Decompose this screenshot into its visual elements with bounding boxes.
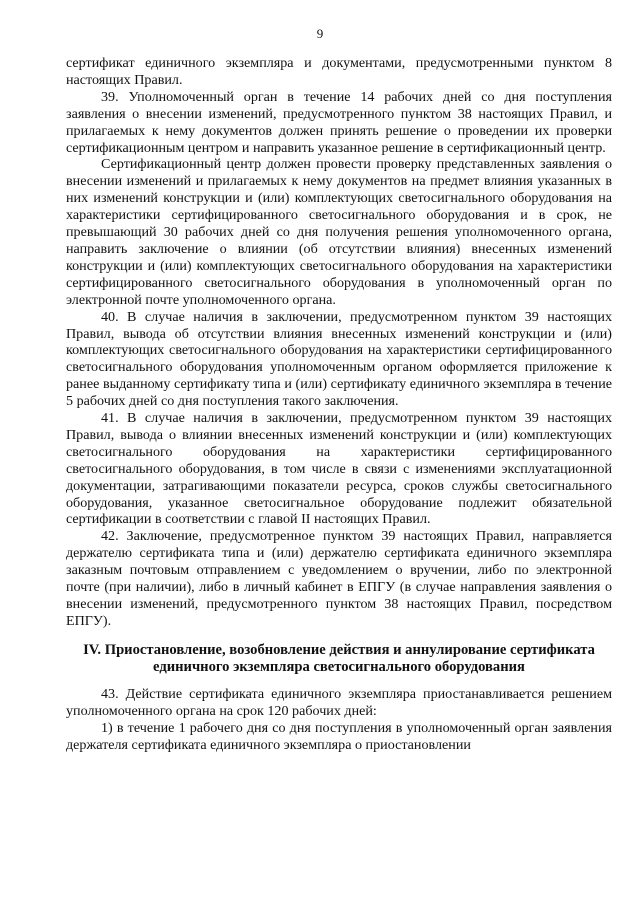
paragraph-39-certification-center: Сертификационный центр должен провести проверку представленных заявления о внесении изменений и прилагаемых к нему документов на предмет влияния указанных в них изменений конструкции и (или) комплектующих светосигнального оборудования на характеристики сертифицированного светосигнального оборудования и в срок, не превышающий 30 рабочих дней со дня получения решения уполномоченного органа, направить заключение о влиянии (об отсутствии влияния) внесенных изменений конструкции и (или) комплектующих светосигнального оборудования на характеристики сертифицированного светосигнального оборудования в уполномоченный орган по электронной почте уполномоченного органа.: [66, 156, 612, 308]
section-heading-iv: IV. Приостановление, возобновление действия и аннулирование сертификата единичного экземпляра светосигнального оборудования: [83, 641, 595, 676]
document-body: [66, 55, 612, 753]
paragraph-40: 40. В случае наличия в заключении, предусмотренном пунктом 39 настоящих Правил, вывода об отсутствии влияния внесенных изменений конструкции и (или) комплектующих светосигнального оборудования на характеристики сертифицированного светосигнального оборудования уполномоченным органом оформляется приложение к ранее выданному сертификату типа и (или) сертификату единичного экземпляра в течение 5 рабочих дней со дня поступления такого заключения.: [66, 308, 612, 410]
paragraph-41: 41. В случае наличия в заключении, предусмотренном пунктом 39 настоящих Правил, вывода о влиянии внесенных изменений конструкции и (или) комплектующих светосигнального оборудования на характеристики сертифицированного светосигнального оборудования, в том числе в связи с изменениями эксплуатационной документации, затрагивающими показатели ресурса, сроков службы светосигнального оборудования, указанное светосигнальное оборудование подлежит обязательной сертификации в соответствии с главой II настоящих Правил.: [66, 410, 612, 528]
paragraph-39: 39. Уполномоченный орган в течение 14 рабочих дней со дня поступления заявления о внесении изменений, предусмотренного пунктом 38 настоящих Правил, и прилагаемых к нему документов должен принять решение о проведении их проверки сертификационным центром и направить указанное решение в сертификационный центр.: [66, 88, 612, 156]
paragraph-43-item-1: 1) в течение 1 рабочего дня со дня поступления в уполномоченный орган заявления держателя сертификата единичного экземпляра о приостановлении: [66, 719, 612, 753]
paragraph-continuation: сертификат единичного экземпляра и документами, предусмотренными пунктом 8 настоящих Правил.: [66, 55, 612, 88]
page-number: 9: [316, 26, 324, 41]
paragraph-42: 42. Заключение, предусмотренное пунктом 39 настоящих Правил, направляется держателю сертификата типа и (или) держателю сертификата единичного экземпляра заказным почтовым отправлением с уведомлением о вручении, либо по электронной почте (при наличии), либо в личный кабинет в ЕПГУ (в случае направления заявления о внесении изменений, предусмотренного пунктом 38 настоящих Правил, посредством ЕПГУ).: [66, 528, 612, 629]
paragraph-43: 43. Действие сертификата единичного экземпляра приостанавливается решением уполномоченного органа на срок 120 рабочих дней:: [66, 685, 612, 719]
